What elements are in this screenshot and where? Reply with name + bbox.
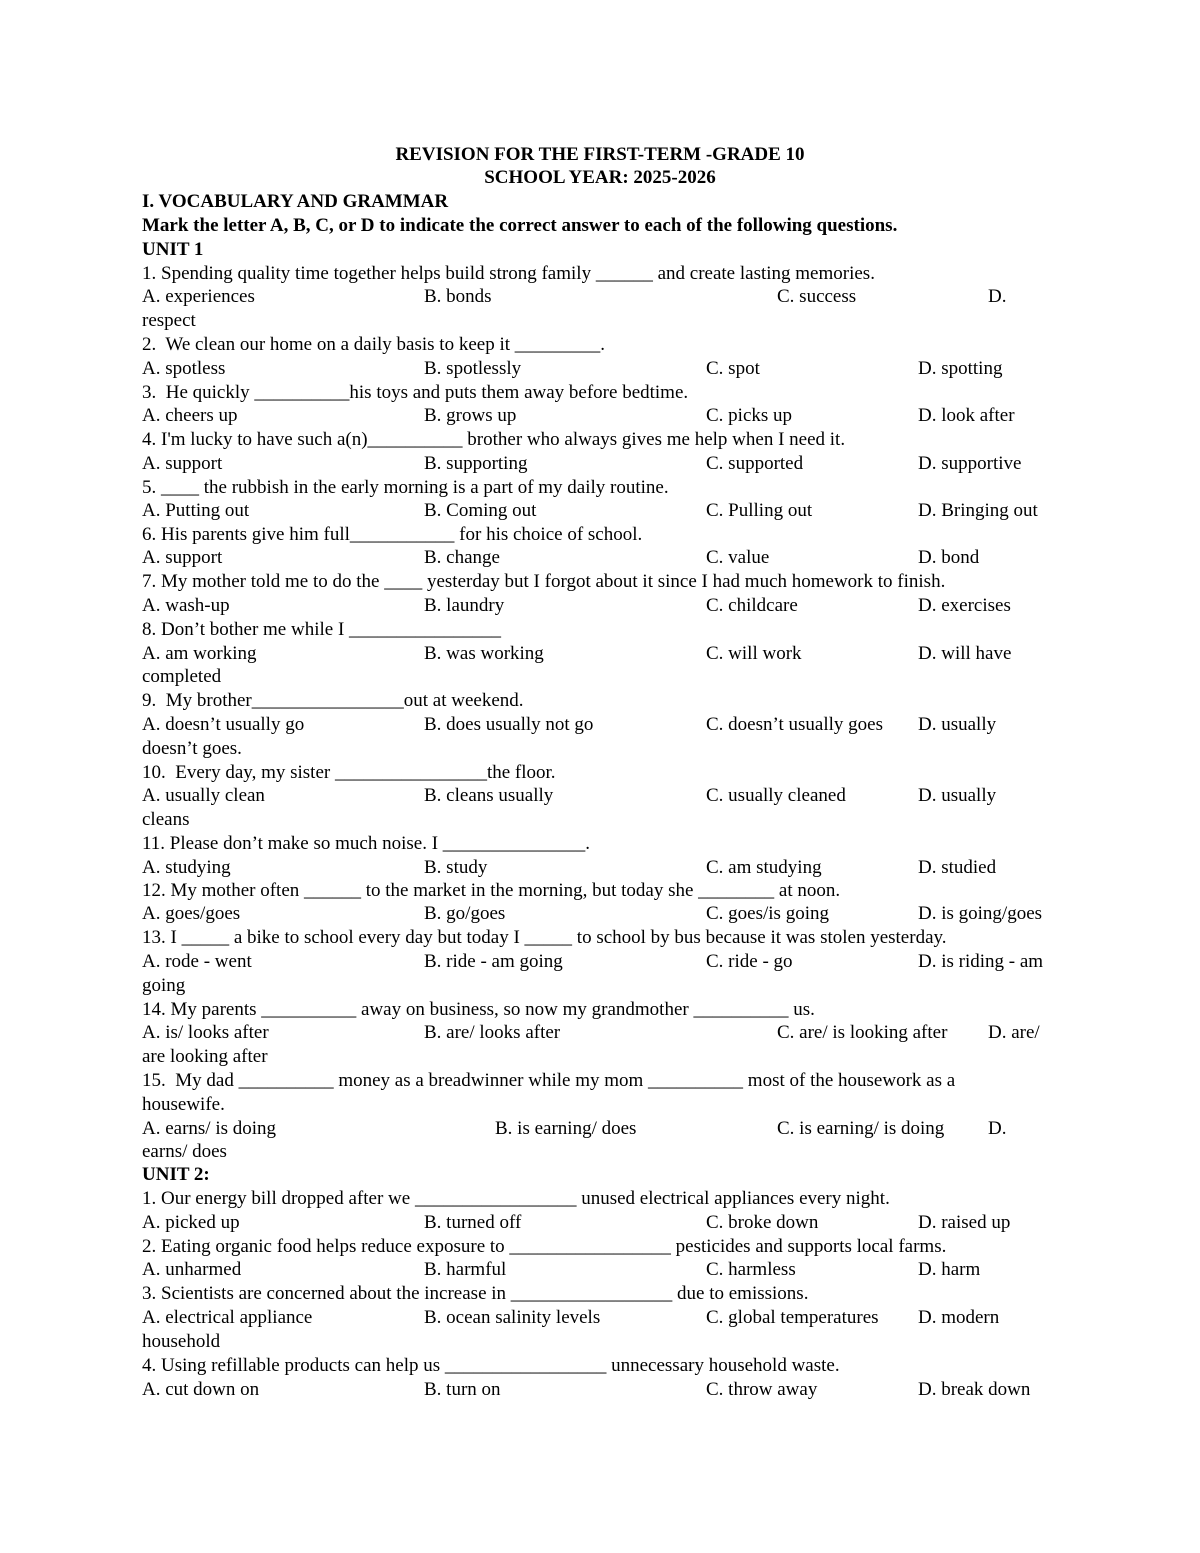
option-wrap: household [142,1331,221,1352]
option-c: C. Pulling out [706,500,813,521]
option-wrap: going [142,975,186,996]
option-a: A. cheers up [142,405,238,426]
option-d: D. [988,286,1007,307]
question-text: 12. My mother often ______ to the market in the morning, but today she ________ at noon. [142,880,841,901]
instruction: Mark the letter A, B, C, or D to indicate the correct answer to each of the following questions. [142,215,898,236]
option-d: D. modern [918,1307,1000,1328]
option-a: A. rode - went [142,951,252,972]
option-c: C. ride - go [706,951,793,972]
option-a: A. doesn’t usually go [142,714,305,735]
question-text: 1. Spending quality time together helps build strong family ______ and create lasting memories. [142,263,875,284]
question-text-cont: housewife. [142,1094,225,1115]
option-d: D. studied [918,857,997,878]
unit2-heading: UNIT 2: [142,1164,210,1185]
option-d: D. usually [918,785,997,806]
option-b: B. laundry [424,595,505,616]
question-text: 4. I'm lucky to have such a(n)__________ brother who always gives me help when I need it. [142,429,846,450]
option-c: C. picks up [706,405,793,426]
option-a: A. spotless [142,358,226,379]
option-a: A. electrical appliance [142,1307,313,1328]
option-b: B. is earning/ does [495,1118,637,1139]
option-c: C. are/ is looking after [777,1022,948,1043]
question-text: 5. ____ the rubbish in the early morning is a part of my daily routine. [142,477,669,498]
option-b: B. turned off [424,1212,522,1233]
option-a: A. am working [142,643,257,664]
option-b: B. supporting [424,453,528,474]
option-b: B. are/ looks after [424,1022,561,1043]
question-text: 7. My mother told me to do the ____ yesterday but I forgot about it since I had much homework to finish. [142,571,946,592]
option-b: B. harmful [424,1259,507,1280]
question-text: 15. My dad __________ money as a breadwinner while my mom __________ most of the housework as a [142,1070,956,1091]
option-a: A. usually clean [142,785,265,806]
section-heading: I. VOCABULARY AND GRAMMAR [142,191,449,212]
option-b: B. turn on [424,1379,501,1400]
option-b: B. Coming out [424,500,537,521]
option-d: D. harm [918,1259,981,1280]
option-wrap: earns/ does [142,1141,227,1162]
option-a: A. unharmed [142,1259,242,1280]
option-wrap: cleans [142,809,190,830]
option-b: B. go/goes [424,903,506,924]
option-d: D. usually [918,714,997,735]
option-c: C. will work [706,643,802,664]
question-text: 11. Please don’t make so much noise. I _______________. [142,833,591,854]
option-wrap: doesn’t goes. [142,738,242,759]
option-a: A. studying [142,857,231,878]
option-c: C. goes/is going [706,903,829,924]
question-text: 3. Scientists are concerned about the increase in _________________ due to emissions. [142,1283,809,1304]
option-b: B. cleans usually [424,785,554,806]
option-a: A. experiences [142,286,255,307]
option-b: B. spotlessly [424,358,522,379]
option-b: B. study [424,857,488,878]
option-b: B. ocean salinity levels [424,1307,601,1328]
option-c: C. value [706,547,770,568]
option-c: C. is earning/ is doing [777,1118,945,1139]
question-text: 13. I _____ a bike to school every day but today I _____ to school by bus because it was stolen yesterday. [142,927,947,948]
option-d: D. look after [918,405,1015,426]
option-a: A. is/ looks after [142,1022,269,1043]
option-c: C. success [777,286,857,307]
option-c: C. global temperatures [706,1307,879,1328]
question-text: 2. Eating organic food helps reduce exposure to _________________ pesticides and supports local farms. [142,1236,947,1257]
option-d: D. break down [918,1379,1031,1400]
option-d: D. supportive [918,453,1022,474]
option-b: B. does usually not go [424,714,594,735]
option-a: A. support [142,453,223,474]
option-d: D. spotting [918,358,1003,379]
question-text: 3. He quickly __________his toys and puts them away before bedtime. [142,382,689,403]
option-b: B. grows up [424,405,517,426]
school-year: SCHOOL YEAR: 2025-2026 [484,167,716,188]
question-text: 10. Every day, my sister ________________the floor. [142,762,556,783]
option-b: B. bonds [424,286,492,307]
option-d: D. is going/goes [918,903,1043,924]
question-text: 8. Don’t bother me while I ________________ [142,619,502,640]
option-c: C. usually cleaned [706,785,846,806]
option-b: B. was working [424,643,544,664]
option-a: A. wash-up [142,595,230,616]
option-d: D. exercises [918,595,1011,616]
option-d: D. is riding - am [918,951,1044,972]
option-c: C. broke down [706,1212,819,1233]
option-a: A. Putting out [142,500,250,521]
option-a: A. goes/goes [142,903,241,924]
option-a: A. picked up [142,1212,240,1233]
option-wrap: respect [142,310,196,331]
option-d: D. are/ [988,1022,1040,1043]
option-d: D. [988,1118,1007,1139]
question-text: 1. Our energy bill dropped after we _________________ unused electrical appliances every night. [142,1188,890,1209]
option-d: D. will have [918,643,1012,664]
doc-title: REVISION FOR THE FIRST-TERM -GRADE 10 [395,144,805,165]
option-a: A. cut down on [142,1379,260,1400]
option-d: D. bond [918,547,980,568]
option-a: A. earns/ is doing [142,1118,277,1139]
option-wrap: completed [142,666,222,687]
question-text: 6. His parents give him full___________ for his choice of school. [142,524,643,545]
option-c: C. am studying [706,857,822,878]
option-c: C. supported [706,453,804,474]
option-a: A. support [142,547,223,568]
question-text: 14. My parents __________ away on business, so now my grandmother __________ us. [142,999,815,1020]
question-text: 4. Using refillable products can help us _________________ unnecessary household waste. [142,1355,840,1376]
option-c: C. childcare [706,595,798,616]
option-b: B. ride - am going [424,951,563,972]
option-wrap: are looking after [142,1046,268,1067]
option-c: C. spot [706,358,760,379]
option-d: D. raised up [918,1212,1011,1233]
option-c: C. harmless [706,1259,796,1280]
option-c: C. throw away [706,1379,818,1400]
option-b: B. change [424,547,500,568]
option-c: C. doesn’t usually goes [706,714,883,735]
question-text: 9. My brother________________out at weekend. [142,690,524,711]
option-d: D. Bringing out [918,500,1038,521]
unit1-heading: UNIT 1 [142,239,204,260]
question-text: 2. We clean our home on a daily basis to keep it _________. [142,334,605,355]
